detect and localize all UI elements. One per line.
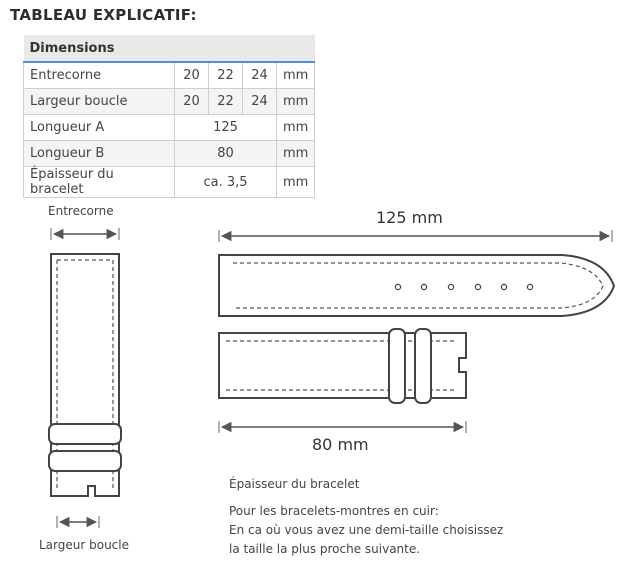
cell-unit: mm [277, 141, 315, 167]
row-label: Entrecorne [24, 62, 175, 89]
cell-value: 22 [209, 62, 243, 89]
note-line: En ca où vous avez une demi-taille choisissez [229, 523, 504, 537]
note-line: la taille la plus proche suivante. [229, 542, 421, 556]
cell-value: 20 [175, 89, 209, 115]
length-b-dimension [219, 421, 466, 433]
row-label: Épaisseur du bracelet [24, 167, 175, 198]
largeur-boucle-label: Largeur boucle [39, 538, 129, 552]
strap-long-side-view [219, 255, 614, 316]
strap-front-view [49, 254, 121, 496]
strap-short-side-view [219, 329, 466, 403]
largeur-boucle-dimension [57, 516, 99, 528]
cell-unit: mm [277, 62, 315, 89]
cell-value: 125 [175, 115, 277, 141]
cell-value: 24 [243, 62, 277, 89]
cell-unit: mm [277, 89, 315, 115]
row-label: Longueur B [24, 141, 175, 167]
cell-value: ca. 3,5 [175, 167, 277, 198]
cell-value: 80 [175, 141, 277, 167]
length-a-dimension [219, 230, 612, 242]
page-title: TABLEAU EXPLICATIF: [10, 6, 197, 24]
entrecorne-label: Entrecorne [48, 204, 114, 218]
table-header: Dimensions [24, 35, 315, 62]
length-b-value: 80 mm [312, 435, 369, 454]
length-a-value: 125 mm [376, 208, 443, 227]
cell-value: 24 [243, 89, 277, 115]
epaisseur-label: Épaisseur du bracelet [229, 477, 360, 491]
note-line: Pour les bracelets-montres en cuir: [229, 504, 439, 518]
sizing-note [229, 502, 503, 559]
row-label: Largeur boucle [24, 89, 175, 115]
cell-value: 22 [209, 89, 243, 115]
row-label: Longueur A [24, 115, 175, 141]
cell-unit: mm [277, 167, 315, 198]
cell-unit: mm [277, 115, 315, 141]
cell-value: 20 [175, 62, 209, 89]
entrecorne-dimension [51, 228, 119, 240]
